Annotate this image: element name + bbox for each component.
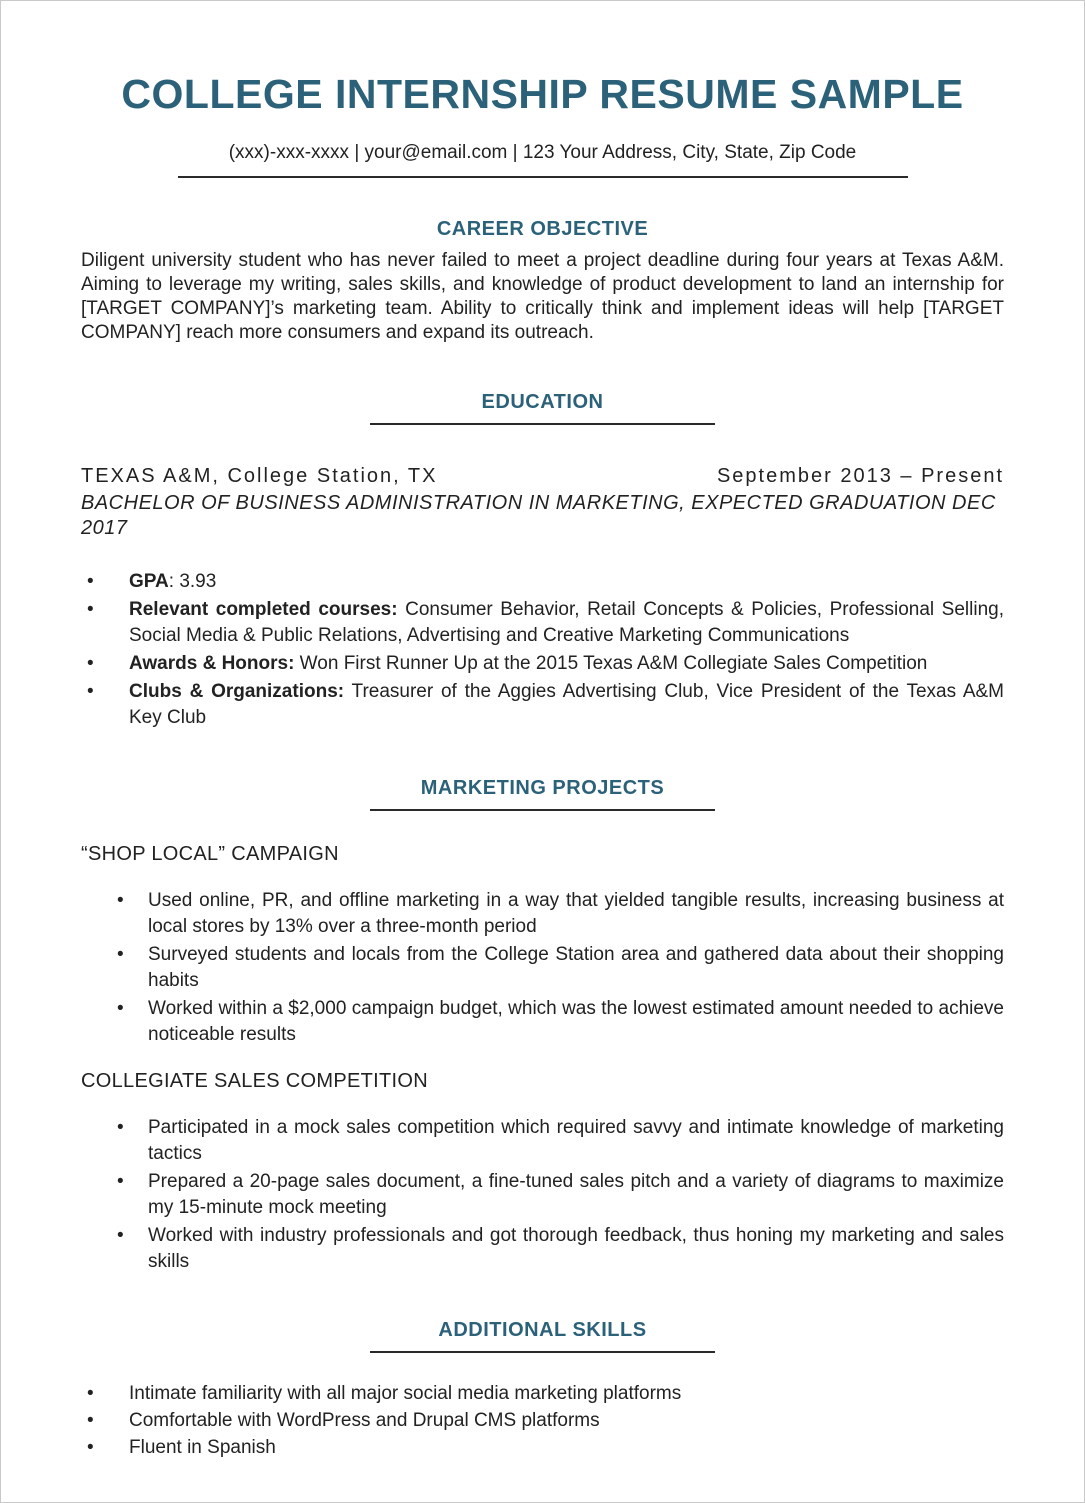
- list-item: [81, 679, 1004, 731]
- section-heading-education: EDUCATION: [481, 391, 604, 413]
- list-item: • Participated in a mock sales competition which required savvy and intimate knowledge of marketing tactics: [81, 1115, 1004, 1167]
- page-title: COLLEGE INTERNSHIP RESUME SAMPLE: [121, 71, 964, 117]
- bullet-label: Relevant completed courses:: [129, 599, 398, 620]
- bullet-label: Clubs & Organizations:: [129, 681, 345, 702]
- contact-info: (xxx)-xxx-xxxx | your@email.com | 123 Your Address, City, State, Zip Code: [228, 142, 857, 163]
- degree-title: BACHELOR OF BUSINESS ADMINISTRATION IN MARKETING, EXPECTED GRADUATION DEC 2017: [81, 492, 996, 539]
- list-item: [81, 651, 1004, 677]
- section-heading-career-objective: CAREER OBJECTIVE: [436, 218, 649, 240]
- list-item: [81, 569, 1004, 595]
- bullet-text: Treasurer of the Aggies Advertising Club, Vice President of the Texas A&M Key Club: [129, 681, 1004, 728]
- list-item: • Intimate familiarity with all major social media marketing platforms: [81, 1381, 1004, 1406]
- list-item: • Worked within a $2,000 campaign budget, which was the lowest estimated amount needed to achieve noticeable results: [81, 996, 1004, 1048]
- section-underline: [370, 809, 715, 811]
- list-item: • Comfortable with WordPress and Drupal CMS platforms: [81, 1408, 1004, 1433]
- bullet-label: Awards & Honors:: [129, 653, 295, 674]
- section-underline: [370, 423, 715, 425]
- list-item: • Surveyed students and locals from the College Station area and gathered data about their shopping habits: [81, 942, 1004, 994]
- section-heading-additional-skills: ADDITIONAL SKILLS: [438, 1319, 647, 1341]
- education-bullet-list: [81, 569, 1004, 731]
- career-objective-text: Diligent university student who has never failed to meet a project deadline during four years at Texas A&M. Aiming to leverage my writing, sales skills, and knowledge of product development to land an internship for [TARGET COMPANY]’s marketing team. Ability to critically think and implement ideas will help [TARGET COMPANY] reach more consumers and expand its outreach.: [81, 250, 1004, 343]
- section-heading-marketing-projects: MARKETING PROJECTS: [420, 777, 665, 799]
- skills-bullet-list: [81, 1381, 1004, 1460]
- project-bullet-list: [81, 1115, 1004, 1275]
- list-item: • Prepared a 20-page sales document, a fine-tuned sales pitch and a variety of diagrams to maximize my 15-minute mock meeting: [81, 1169, 1004, 1221]
- project-title-shop-local: “SHOP LOCAL” CAMPAIGN: [81, 843, 339, 865]
- list-item: • Used online, PR, and offline marketing in a way that yielded tangible results, increasing business at local stores by 13% over a three-month period: [81, 888, 1004, 940]
- bullet-text: Won First Runner Up at the 2015 Texas A&M Collegiate Sales Competition: [294, 653, 928, 674]
- school-name: TEXAS A&M, College Station, TX: [81, 465, 438, 487]
- bullet-label: GPA: [129, 571, 169, 592]
- list-item: • Worked with industry professionals and got thorough feedback, thus honing my marketing and sales skills: [81, 1223, 1004, 1275]
- project-title-sales-competition: COLLEGIATE SALES COMPETITION: [81, 1070, 428, 1092]
- project-bullet-list: [81, 888, 1004, 1048]
- header-divider: [178, 176, 908, 178]
- list-item: [81, 597, 1004, 649]
- education-row: [81, 465, 1004, 488]
- education-dates: September 2013 – Present: [716, 465, 1004, 487]
- list-item: • Fluent in Spanish: [81, 1435, 1004, 1460]
- bullet-text: : 3.93: [168, 571, 217, 592]
- section-underline: [370, 1351, 715, 1353]
- bullet-text: Consumer Behavior, Retail Concepts & Policies, Professional Selling, Social Media & Public Relations, Advertising and Creative Marketing Communications: [129, 599, 1005, 646]
